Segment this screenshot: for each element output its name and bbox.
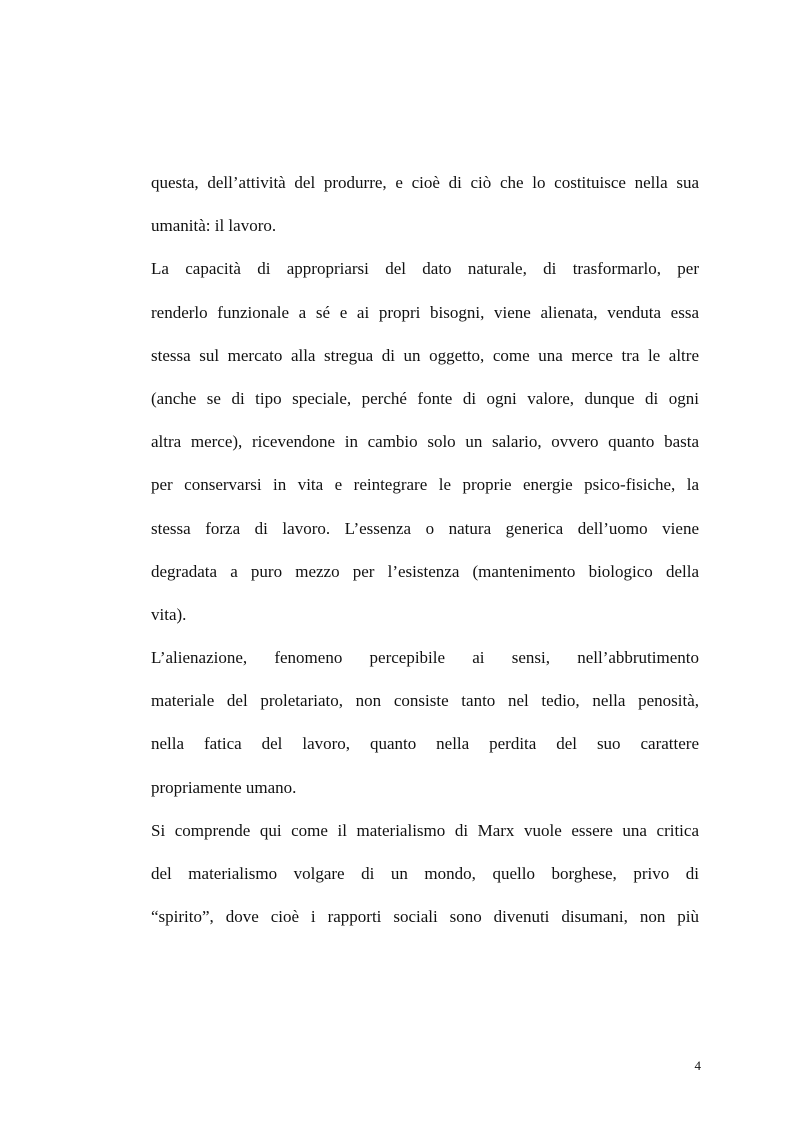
page-number: 4	[694, 1058, 701, 1073]
text-line: stessa sul mercato alla stregua di un oggetto, come una merce tra le altre	[151, 345, 699, 365]
text-line: stessa forza di lavoro. L’essenza o natura generica dell’uomo viene	[151, 518, 699, 538]
text-line: umanità: il lavoro.	[151, 216, 277, 236]
text-line: questa, dell’attività del produrre, e cioè di ciò che lo costituisce nella sua	[151, 173, 699, 192]
text-line: degradata a puro mezzo per l’esistenza (mantenimento biologico della	[151, 561, 699, 581]
text-line: L’alienazione, fenomeno percepibile ai sensi, nell’abbrutimento	[151, 648, 699, 668]
text-line: renderlo funzionale a sé e ai propri bisogni, viene alienata, venduta essa	[151, 302, 699, 322]
body-text	[151, 168, 699, 945]
text-line: propriamente umano.	[151, 777, 297, 797]
text-line: “spirito”, dove cioè i rapporti sociali sono divenuti disumani, non più	[151, 907, 699, 927]
text-line: Si comprende qui come il materialismo di Marx vuole essere una critica	[151, 820, 699, 840]
text-line: altra merce), ricevendone in cambio solo un salario, ovvero quanto basta	[151, 432, 699, 452]
text-line: materiale del proletariato, non consiste tanto nel tedio, nella penosità,	[151, 691, 699, 711]
text-line: per conservarsi in vita e reintegrare le proprie energie psico-fisiche, la	[151, 475, 699, 495]
text-line: del materialismo volgare di un mondo, quello borghese, privo di	[151, 864, 699, 883]
text-line: (anche se di tipo speciale, perché fonte di ogni valore, dunque di ogni	[151, 388, 699, 408]
text-line: vita).	[151, 604, 187, 624]
text-line: La capacità di appropriarsi del dato naturale, di trasformarlo, per	[151, 259, 699, 279]
text-line: nella fatica del lavoro, quanto nella perdita del suo carattere	[151, 734, 699, 754]
